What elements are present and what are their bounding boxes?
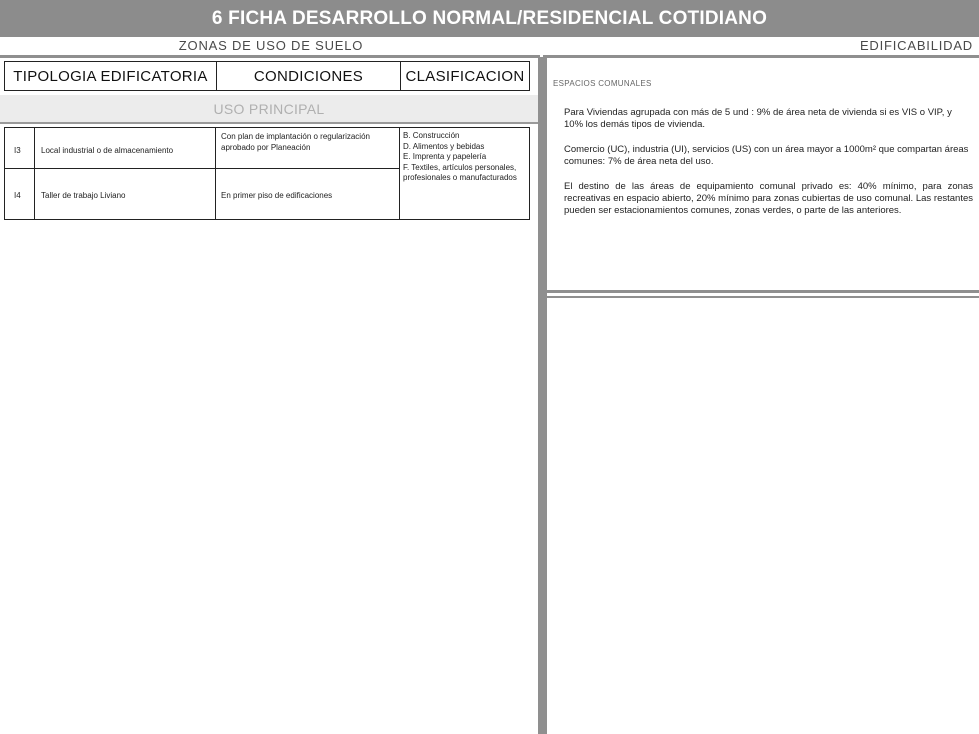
table-header-row: [4, 61, 530, 91]
row-tipologia: Taller de trabajo Liviano: [41, 191, 126, 200]
clasificacion-item: B. Construcción: [403, 131, 460, 140]
row-code: I4: [14, 191, 21, 200]
header-clasificacion: CLASIFICACION: [405, 67, 525, 85]
row-code: I3: [14, 146, 21, 155]
paragraph-equipamiento: El destino de las áreas de equipamiento comunal privado es: 40% mínimo, para zonas recreativas en espacio abierto, 20% mínimo para zonas cubiertas de uso comunal. Las restantes pueden ser estacionamientos comunes, zonas verdes, o parte de las anteriores.: [564, 181, 973, 216]
left-heading-rule: [0, 55, 540, 58]
paragraph-viviendas: Para Viviendas agrupada con más de 5 und : 9% de área neta de vivienda si es VIS o VIP, y 10% los demás tipos de vivienda.: [564, 107, 952, 130]
paragraph-comercio: Comercio (UC), industria (UI), servicios (US) con un área mayor a 1000m² que compartan áreas comunes: 7% de área neta del uso.: [564, 144, 969, 167]
row-separator: [5, 168, 400, 169]
clasificacion-item: F. Textiles, artículos personales, profesionales o manufacturados: [403, 162, 517, 183]
right-heading-rule: [543, 55, 979, 58]
header-tipologia: TIPOLOGIA EDIFICATORIA: [5, 62, 217, 90]
espacios-comunales-title: ESPACIOS COMUNALES: [553, 79, 652, 88]
page-title: 6 FICHA DESARROLLO NORMAL/RESIDENCIAL COTIDIANO: [0, 0, 979, 37]
uso-principal-rule: [0, 122, 538, 124]
row-condiciones: En primer piso de edificaciones: [221, 191, 333, 200]
clasificacion-list: [403, 131, 528, 184]
row-tipologia: Local industrial o de almacenamiento: [41, 146, 174, 155]
header-condiciones: CONDICIONES: [217, 62, 401, 90]
vertical-divider: [538, 57, 547, 734]
clasificacion-item: D. Alimentos y bebidas: [403, 141, 485, 151]
right-horizontal-rule: [547, 290, 979, 298]
espacios-comunales-panel: [553, 79, 973, 230]
edificabilidad-heading: EDIFICABILIDAD: [859, 38, 973, 53]
uso-principal-band: USO PRINCIPAL: [0, 95, 538, 122]
row-condiciones: Con plan de implantación o regularización aprobado por Planeación: [221, 132, 370, 152]
uso-table: [4, 127, 530, 220]
zonas-uso-suelo-heading: ZONAS DE USO DE SUELO: [178, 38, 364, 53]
clasificacion-item: E. Imprenta y papelería: [403, 152, 487, 162]
